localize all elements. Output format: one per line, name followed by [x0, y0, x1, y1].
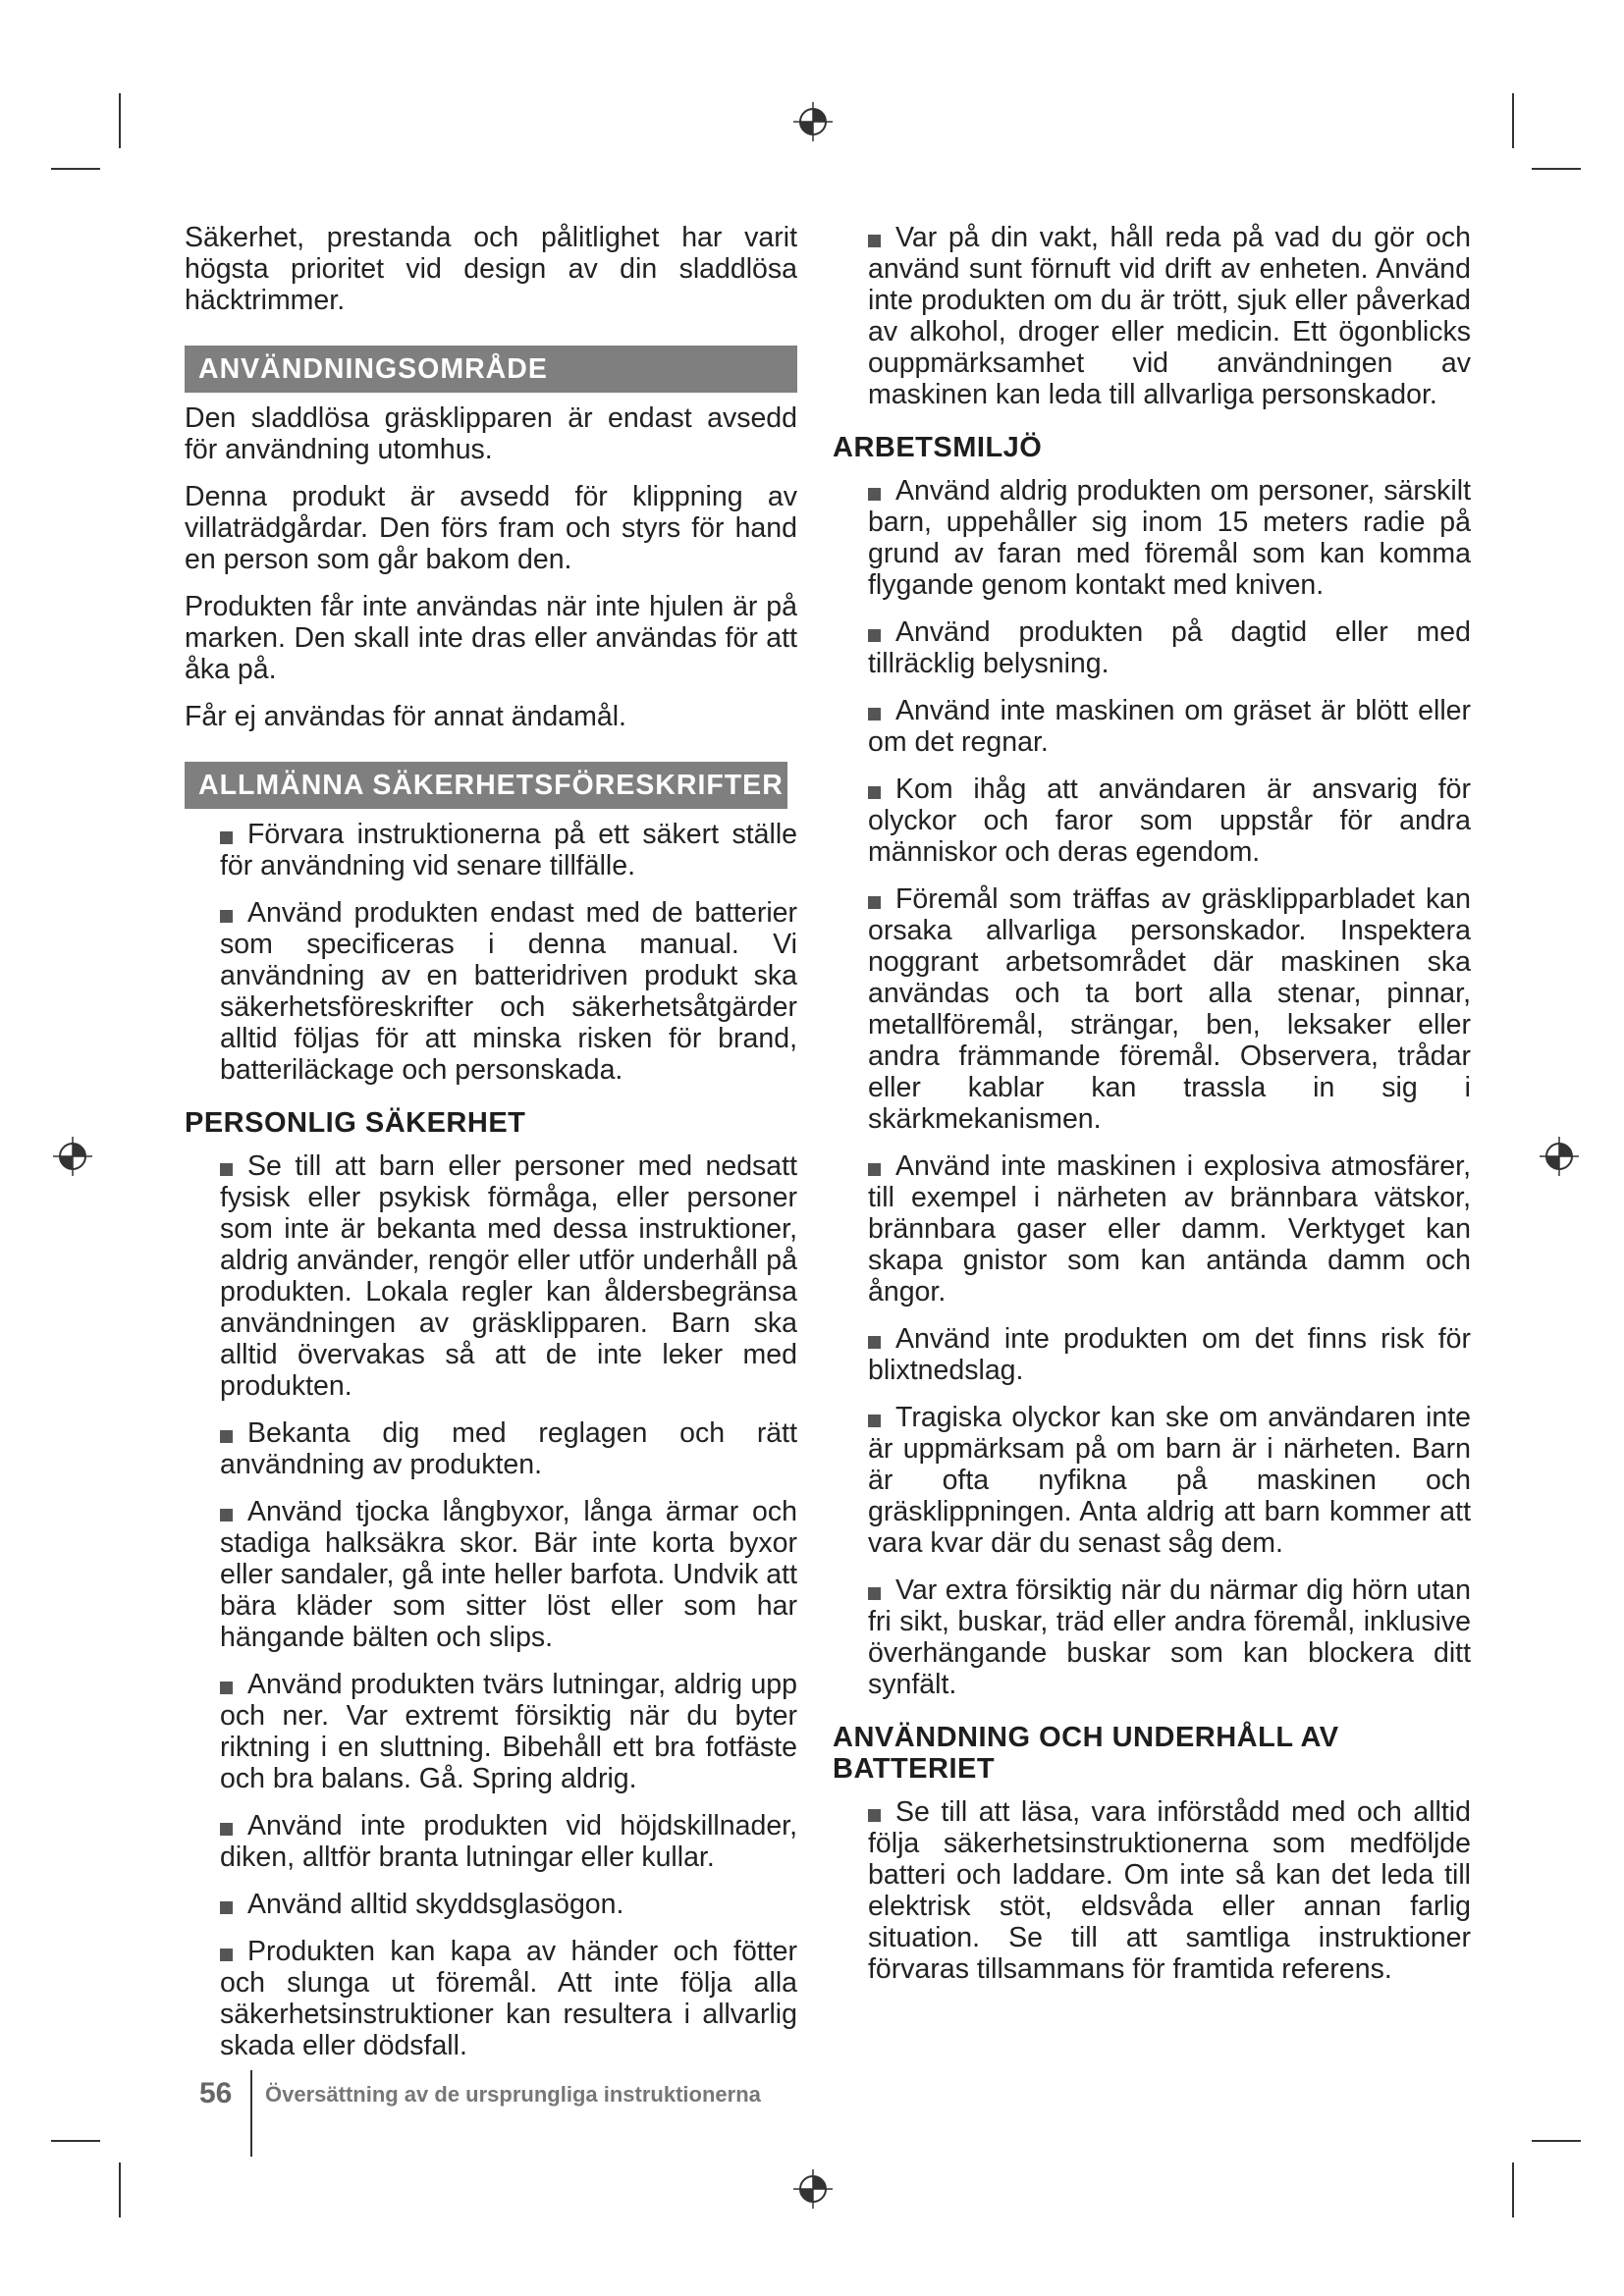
- crop-mark: [119, 2163, 121, 2217]
- list-item: Använd inte maskinen om gräset är blött eller om det regnar.: [868, 695, 1471, 758]
- list-item: Använd produkten på dagtid eller med tillräcklig belysning.: [868, 616, 1471, 679]
- list-item: Använd produkten tvärs lutningar, aldrig upp och ner. Var extremt försiktig när du byter riktning i en sluttning. Bibehåll ett bra fotfäste och bra balans. Gå. Spring aldrig.: [220, 1669, 797, 1794]
- list-item: Tragiska olyckor kan ske om användaren inte är uppmärksam på om barn är i närheten. Barn är ofta nyfikna på maskinen och gräsklippningen. Anta aldrig att barn kommer att vara kvar där du senast såg dem.: [868, 1402, 1471, 1559]
- section-bar-general-safety: ALLMÄNNA SÄKERHETSFÖRESKRIFTER: [185, 762, 787, 809]
- registration-mark-icon: [1538, 1135, 1581, 1178]
- list-item: Använd alltid skyddsglasögon.: [220, 1889, 797, 1920]
- crop-mark: [51, 2140, 100, 2142]
- list-item: Använd inte maskinen i explosiva atmosfärer, till exempel i närheten av brännbara vätskor, brännbara gaser eller damm. Verktyget kan skapa gnistor som kan antända damm och ångor.: [868, 1150, 1471, 1308]
- general-safety-list: [185, 819, 797, 1086]
- right-column: [833, 222, 1471, 2001]
- personal-safety-list: [185, 1150, 797, 2061]
- crop-mark: [1512, 93, 1514, 148]
- registration-mark-icon: [791, 100, 835, 143]
- list-item: Var på din vakt, håll reda på vad du gör och använd sunt förnuft vid drift av enheten. Använd inte produkten om du är trött, sjuk eller påverkad av alkohol, droger eller medicin. Ett ögonblicks ouppmärksamhet vid användningen av maskinen kan leda till allvarliga personskador.: [868, 222, 1471, 410]
- intro-paragraph: Säkerhet, prestanda och pålitlighet har varit högsta prioritet vid design av din sladdlösa häcktrimmer.: [185, 222, 797, 316]
- work-environment-list: [833, 475, 1471, 1700]
- section-bar-usage: ANVÄNDNINGSOMRÅDE: [185, 346, 797, 393]
- list-item: Kom ihåg att användaren är ansvarig för olyckor och faror som uppstår för andra människor och deras egendom.: [868, 774, 1471, 868]
- list-item: Använd tjocka långbyxor, långa ärmar och stadiga halksäkra skor. Bär inte korta byxor eller sandaler, gå inte heller barfota. Undvik att bära kläder som sitter löst eller som har hängande bälten och slips.: [220, 1496, 797, 1653]
- registration-mark-icon: [51, 1135, 94, 1178]
- list-item: Se till att barn eller personer med nedsatt fysisk eller psykisk förmåga, eller personer som inte är bekanta med dessa instruktioner, aldrig använder, rengör eller utför underhåll på produkten. Lokala regler kan åldersbegränsa användningen av gräsklipparen. Barn ska alltid övervakas så att de inte leker med produkten.: [220, 1150, 797, 1402]
- list-item: Bekanta dig med reglagen och rätt användning av produkten.: [220, 1417, 797, 1480]
- footer-divider: [250, 2070, 252, 2157]
- usage-paragraph: Denna produkt är avsedd för klippning av villaträdgårdar. Den förs fram och styrs för hand en person som går bakom den.: [185, 481, 797, 575]
- crop-mark: [51, 168, 100, 170]
- heading-work-environment: ARBETSMILJÖ: [833, 432, 1043, 463]
- crop-mark: [1512, 2163, 1514, 2217]
- list-item: Förvara instruktionerna på ett säkert ställe för användning vid senare tillfälle.: [220, 819, 797, 881]
- footer-caption: Översättning av de ursprungliga instruktionerna: [265, 2082, 761, 2107]
- page-number: 56: [199, 2077, 233, 2109]
- list-item: Se till att läsa, vara införstådd med och alltid följa säkerhetsinstruktionerna som medföljde batteri och laddare. Om inte så kan det leda till elektrisk stöt, eldsvåda eller annan farlig situation. Se till att samtliga instruktioner förvaras tillsammans för framtida referens.: [868, 1796, 1471, 1985]
- list-item: Produkten kan kapa av händer och fötter och slunga ut föremål. Att inte följa alla säkerhetsinstruktioner kan resultera i allvarlig skada eller dödsfall.: [220, 1936, 797, 2061]
- list-item: Använd inte produkten om det finns risk för blixtnedslag.: [868, 1323, 1471, 1386]
- usage-paragraph: Den sladdlösa gräsklipparen är endast avsedd för användning utomhus.: [185, 402, 797, 465]
- personal-safety-list-continued: [833, 222, 1471, 410]
- crop-mark: [1532, 2140, 1581, 2142]
- battery-list: [833, 1796, 1471, 1985]
- list-item: Använd aldrig produkten om personer, särskilt barn, uppehåller sig inom 15 meters radie på grund av faran med föremål som kan komma flygande genom kontakt med kniven.: [868, 475, 1471, 601]
- left-column: [185, 222, 797, 2077]
- list-item: Använd produkten endast med de batterier som specificeras i denna manual. Vi användning av en batteridriven produkt ska säkerhetsföreskrifter och säkerhetsåtgärder alltid följas för att minska risken för brand, batteriläckage och personskada.: [220, 897, 797, 1086]
- crop-mark: [1532, 168, 1581, 170]
- heading-battery: ANVÄNDNING OCH UNDERHÅLL AV BATTERIET: [833, 1722, 1339, 1785]
- usage-paragraph: Får ej användas för annat ändamål.: [185, 701, 626, 732]
- registration-mark-icon: [791, 2167, 835, 2211]
- list-item: Föremål som träffas av gräsklipparbladet kan orsaka allvarliga personskador. Inspektera noggrant arbetsområdet där maskinen ska användas och ta bort alla stenar, pinnar, metallföremål, strängar, ben, leksaker eller andra främmande föremål. Observera, trådar eller kablar kan trassla in sig i skärkmekanismen.: [868, 883, 1471, 1135]
- heading-personal-safety: PERSONLIG SÄKERHET: [185, 1107, 526, 1139]
- list-item: Använd inte produkten vid höjdskillnader, diken, alltför branta lutningar eller kullar.: [220, 1810, 797, 1873]
- list-item: Var extra försiktig när du närmar dig hörn utan fri sikt, buskar, träd eller andra föremål, inklusive överhängande buskar som kan blockera ditt synfält.: [868, 1575, 1471, 1700]
- usage-paragraph: Produkten får inte användas när inte hjulen är på marken. Den skall inte dras eller användas för att åka på.: [185, 591, 797, 685]
- crop-mark: [119, 93, 121, 148]
